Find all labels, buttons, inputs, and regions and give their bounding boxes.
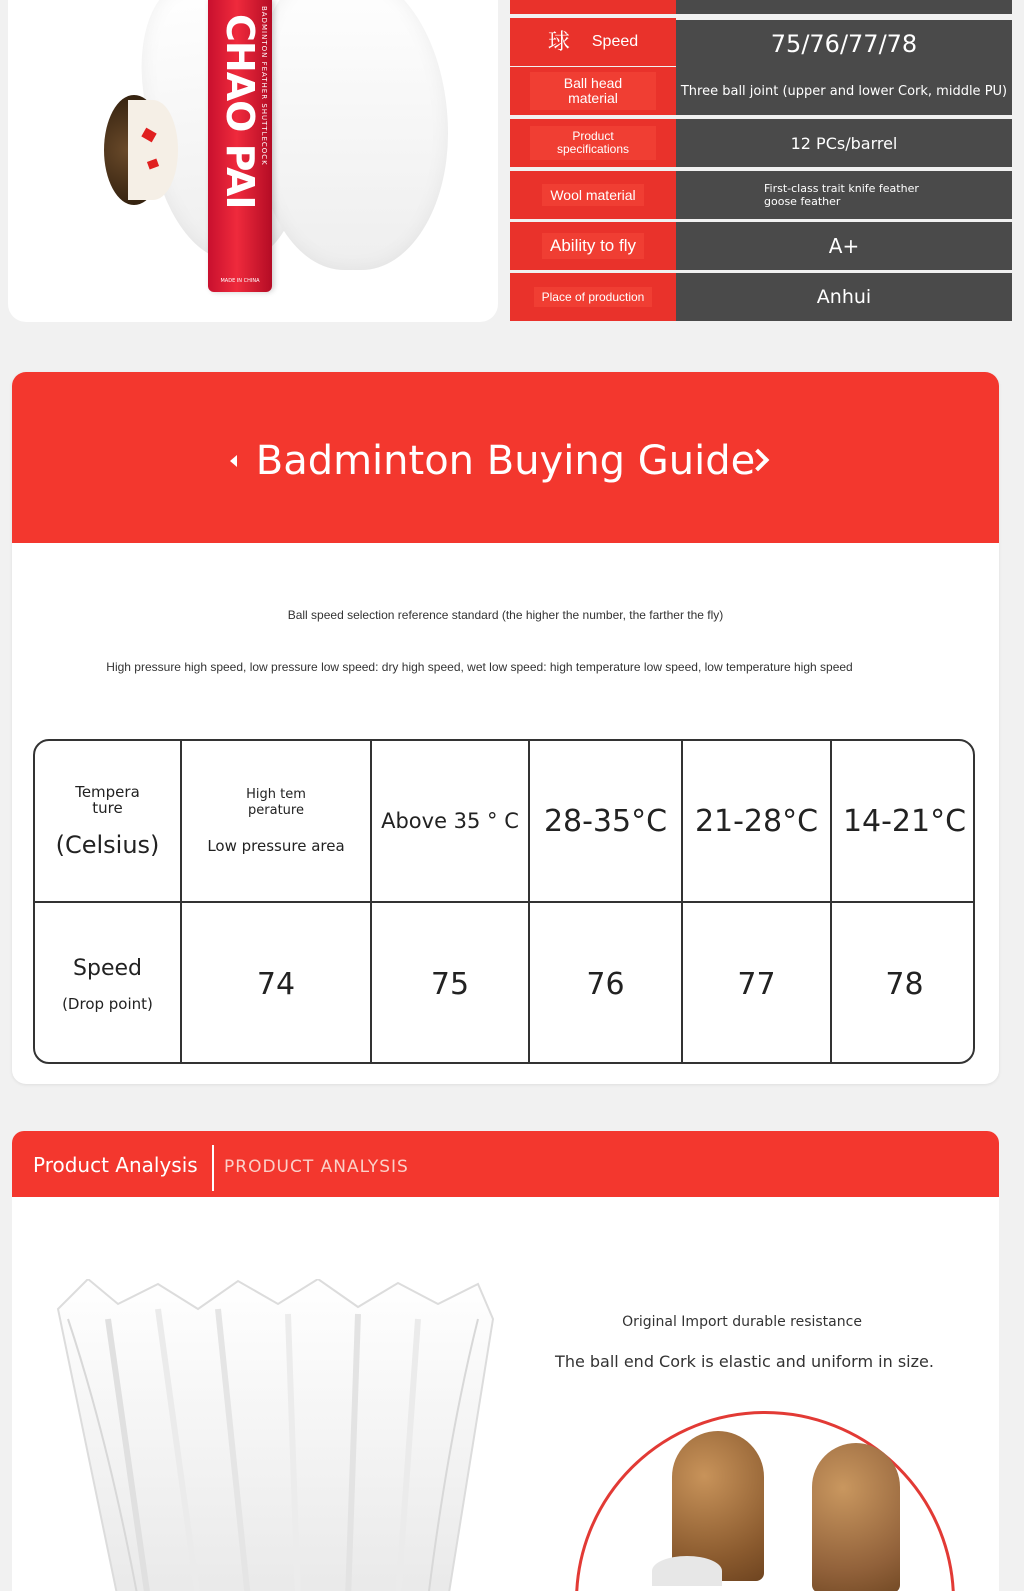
table-cell-speed: 78 [885,967,924,1002]
feather-illustration [48,1279,498,1591]
header-speed-label: Speed [73,956,142,981]
spec-row-speed [510,18,1012,66]
table-cell-temp: 28-35°C [543,803,668,839]
spec-value: Anhui [676,273,1012,321]
spec-value: A+ [676,222,1012,270]
shuttle-tube [208,0,272,292]
guide-line-1: Ball speed selection reference standard (the higher the number, the farther the fly) [287,608,724,622]
header-temperature-label: Tempera ture [75,782,140,817]
spec-label: Product specifications [530,126,656,159]
header-celsius-label: (Celsius) [55,830,160,859]
shuttle-band [128,100,178,200]
spec-label: Place of production [534,287,653,308]
feather-skirt-icon [48,1279,498,1591]
tube-subtext: BADMINTON FEATHER SHUTTLECOCK [260,6,268,166]
table-header-temperature [35,741,180,901]
spec-row-wool [510,171,1012,219]
buying-guide-card [12,372,999,1084]
table-cell-temp: 21-28°C [694,803,819,839]
product-analysis-card [12,1131,999,1591]
table-cell-high-temp [182,741,370,901]
guide-line-2: High pressure high speed, low pressure low speed: dry high speed, wet low speed: high temperature low speed, low temperature high speed [106,660,853,674]
spec-value: Three ball joint (upper and lower Cork, middle PU) [676,67,1012,115]
spec-row-place [510,273,1012,321]
table-cell-speed: 77 [737,967,776,1002]
spec-row-fly [510,222,1012,270]
low-pressure-label: Low pressure area [207,836,345,855]
spec-value: First-class trait knife feather goose feather [764,181,919,208]
header-drop-point-label: (Drop point) [62,995,153,1013]
cork-base-icon [652,1556,722,1586]
analysis-title: Product Analysis [33,1153,198,1177]
table-header-speed [35,903,180,1064]
spec-row-specification [510,119,1012,167]
table-cell-temp: Above 35 ° C [381,809,519,833]
table-cell-speed: 75 [430,967,470,1002]
cork-right-icon [812,1443,900,1591]
ball-glyph-icon: 球 [547,29,570,55]
spec-label: Wool material [542,184,643,207]
spec-value: 75/76/77/78 [676,20,1012,68]
spec-value: 12 PCs/barrel [676,119,1012,167]
spec-label: Ball head material [530,72,656,109]
product-photo [8,0,498,322]
table-cell-speed: 74 [256,967,296,1002]
guide-title: Badminton Buying Guide [255,438,756,484]
speed-table [33,739,975,1064]
spec-row-ball-head [510,67,1012,115]
header-divider [212,1145,214,1191]
spec-label: Ability to fly [542,233,644,259]
tube-made-in: MADE IN CHINA [220,278,260,284]
spec-row-cut [510,0,1012,14]
analysis-header [12,1131,999,1197]
spec-label: Speed [591,32,639,50]
analysis-text-1: Original Import durable resistance [622,1314,862,1330]
feather-skirt-right [258,0,448,270]
table-cell-speed: 76 [586,967,625,1002]
tube-brand-text: CHAO PAI [218,14,262,209]
high-temp-label: High tem perature [246,787,306,818]
analysis-title-en: PRODUCT ANALYSIS [224,1157,409,1177]
analysis-text-2: The ball end Cork is elastic and uniform in size. [555,1352,934,1371]
table-cell-temp: 14-21°C [842,803,967,839]
guide-header [12,372,999,543]
